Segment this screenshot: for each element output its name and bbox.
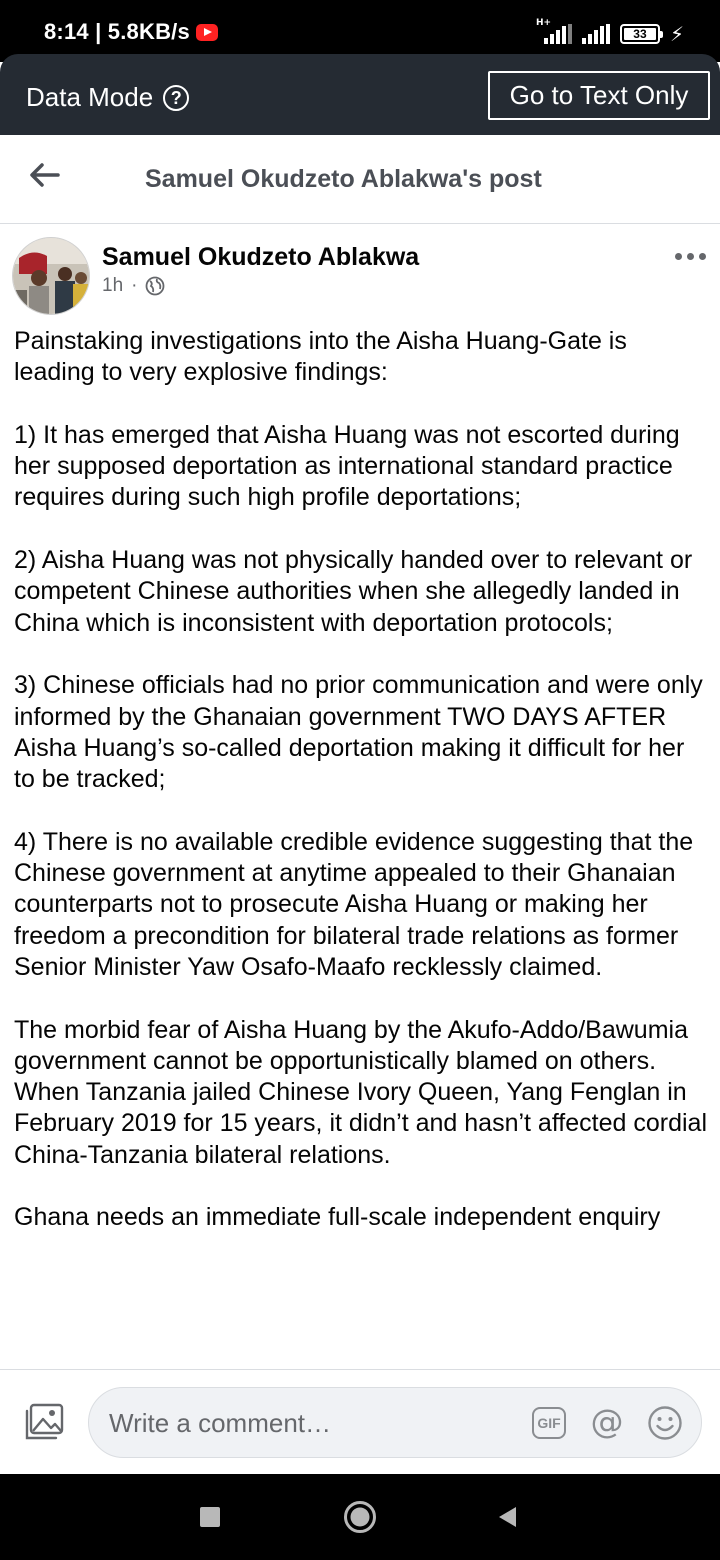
post-paragraph: Ghana needs an immediate full-scale independent enquiry <box>14 1203 661 1232</box>
network-type-label: H+ <box>535 18 552 28</box>
post-author-section <box>0 225 720 325</box>
photo-icon[interactable] <box>24 1403 64 1441</box>
comment-input[interactable] <box>109 1406 509 1440</box>
status-right <box>535 18 684 46</box>
post-paragraph: Painstaking investigations into the Aisha Huang-Gate is leading to very explosive findings: <box>14 327 627 387</box>
page-title: Samuel Okudzeto Ablakwa's post <box>145 165 542 193</box>
charging-icon: ⚡ <box>669 22 684 46</box>
signal-hplus-icon <box>535 18 572 44</box>
post-meta <box>102 275 165 297</box>
home-icon[interactable] <box>343 1500 377 1534</box>
data-mode-bar <box>0 54 720 135</box>
gif-icon[interactable]: GIF <box>532 1407 566 1439</box>
comment-input-box[interactable] <box>88 1387 702 1458</box>
post-header-bar <box>0 135 720 224</box>
post-paragraph: 2) Aisha Huang was not physically handed over to relevant or competent Chinese authorities when she allegedly landed in China which is inconsistent with deportation protocols; <box>14 546 693 637</box>
signal-icon <box>582 24 610 44</box>
status-left <box>44 19 218 45</box>
recent-apps-icon[interactable] <box>200 1507 220 1527</box>
back-arrow-icon[interactable] <box>28 161 60 189</box>
system-navigation-bar <box>0 1474 720 1560</box>
youtube-notification-icon <box>196 24 218 41</box>
meta-separator: · <box>131 275 138 296</box>
go-to-text-only-button[interactable]: Go to Text Only <box>488 71 710 120</box>
more-options-icon[interactable] <box>675 253 706 260</box>
status-time-speed: 8:14 | 5.8KB/s <box>44 19 190 44</box>
data-mode-label: Data Mode <box>26 82 154 112</box>
post-time[interactable]: 1h <box>102 275 124 296</box>
author-name[interactable]: Samuel Okudzeto Ablakwa <box>102 243 420 271</box>
post-paragraph: 3) Chinese officials had no prior communication and were only informed by the Ghanaian government TWO DAYS AFTER Aisha Huang’s so-called deportation making it difficult for her to be tracked; <box>14 671 703 794</box>
system-back-icon[interactable] <box>496 1505 518 1529</box>
data-mode-toggle[interactable] <box>26 82 189 113</box>
battery-icon <box>620 24 660 44</box>
post-paragraph: The morbid fear of Aisha Huang by the Akufo-Addo/Bawumia government cannot be opportunistically blamed on others. When Tanzania jailed Chinese Ivory Queen, Yang Fenglan in February 2019 for 15 years, it didn’t and hasn’t affected cordial China-Tanzania bilateral relations. <box>14 1015 708 1169</box>
post-text <box>14 326 710 1366</box>
post-paragraph: 4) There is no available credible evidence suggesting that the Chinese government at anytime appealed to their Ghanaian counterparts not to prosecute Aisha Huang or making her freedom a precondition for bilateral trade relations as former Senior Minister Yaw Osafo-Maafo recklessly claimed. <box>14 827 694 981</box>
avatar-photo-icon <box>13 238 90 315</box>
comment-composer <box>0 1369 720 1474</box>
status-bar <box>0 0 720 62</box>
help-icon[interactable]: ? <box>163 85 189 111</box>
battery-level: 33 <box>624 28 656 40</box>
post-paragraph: 1) It has emerged that Aisha Huang was not escorted during her supposed deportation as international standard practice requires during such high profile deportations; <box>14 420 680 512</box>
emoji-icon[interactable] <box>647 1405 683 1441</box>
globe-icon <box>145 276 165 296</box>
mention-icon[interactable]: @ <box>590 1402 624 1441</box>
author-avatar[interactable] <box>12 237 90 315</box>
